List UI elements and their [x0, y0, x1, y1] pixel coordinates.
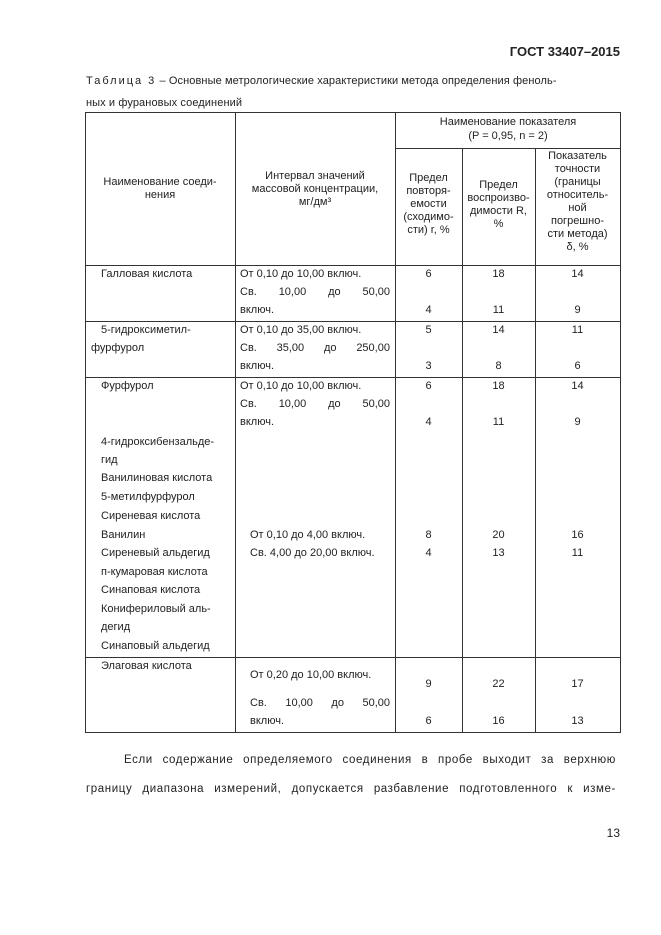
- range-cell: От 0,20 до 10,00 включ.: [250, 669, 372, 681]
- page-number: 13: [606, 826, 620, 840]
- table-caption-lead: Таблица 3: [86, 75, 157, 87]
- body-paragraph-line1: Если содержание определяемого соединения в пробе выходит за верхнюю: [124, 754, 616, 766]
- value-cell: 16: [492, 715, 505, 727]
- compound-name: Элаговая кислота: [101, 660, 192, 672]
- value-cell: 13: [492, 547, 505, 559]
- table-caption-line2: ных и фурановых соединений: [86, 97, 243, 109]
- value-cell: 14: [571, 268, 584, 280]
- range-cell: Св. 10,00 до 50,00: [250, 697, 390, 709]
- table-caption: [86, 70, 626, 114]
- value-cell: 4: [425, 416, 432, 428]
- value-cell: 16: [571, 529, 584, 541]
- value-cell: 4: [425, 547, 432, 559]
- body-paragraph-line2: границу диапазона измерений, допускается разбавление подготовленного к изме-: [86, 783, 616, 795]
- compound-name: фурфурол: [91, 342, 145, 354]
- compound-name: Галловая кислота: [101, 268, 193, 280]
- compound-name: Синаповая кислота: [101, 584, 201, 596]
- compound-name: 5-гидроксиметил-: [101, 324, 191, 336]
- metrology-table: [85, 112, 621, 733]
- value-cell: 6: [425, 268, 432, 280]
- compound-name: 4-гидроксибензальде-: [101, 436, 215, 448]
- range-cell: Св. 4,00 до 20,00 включ.: [250, 547, 375, 559]
- value-cell: 4: [425, 304, 432, 316]
- value-cell: 20: [492, 529, 505, 541]
- value-cell: 6: [574, 360, 581, 372]
- range-cell: Св. 10,00 до 50,00: [240, 398, 390, 410]
- compound-name: дегид: [101, 621, 131, 633]
- compound-name: Сиреневый альдегид: [101, 547, 210, 559]
- col-header-compound: Наименование соеди- нения: [103, 176, 217, 201]
- value-cell: 5: [425, 324, 432, 336]
- range-cell: От 0,10 до 10,00 включ.: [240, 380, 362, 392]
- compound-name: Синаповый альдегид: [101, 640, 210, 652]
- value-cell: 11: [571, 324, 584, 336]
- value-cell: 6: [425, 715, 432, 727]
- range-cell: включ.: [240, 360, 274, 372]
- range-cell: Св. 35,00 до 250,00: [240, 342, 390, 354]
- value-cell: 8: [425, 529, 432, 541]
- range-cell: Св. 10,00 до 50,00: [240, 286, 390, 298]
- range-cell: включ.: [250, 715, 284, 727]
- value-cell: 6: [425, 380, 432, 392]
- compound-name: Сиреневая кислота: [101, 510, 201, 522]
- range-cell: включ.: [240, 416, 274, 428]
- col-header-group-params: (P = 0,95, n = 2): [468, 130, 548, 142]
- value-cell: 14: [492, 324, 505, 336]
- value-cell: 9: [425, 678, 432, 690]
- range-cell: От 0,10 до 4,00 включ.: [250, 529, 366, 541]
- standard-number: ГОСТ 33407–2015: [509, 44, 620, 59]
- value-cell: 14: [571, 380, 584, 392]
- value-cell: 9: [574, 304, 581, 316]
- body-paragraph: [86, 746, 616, 804]
- value-cell: 8: [495, 360, 502, 372]
- col-header-reproducibility: Предел воспроизво- димости R, %: [467, 179, 530, 230]
- range-cell: включ.: [240, 304, 274, 316]
- value-cell: 11: [571, 547, 584, 559]
- col-header-repeatability: Предел повторя- емости (сходимо- сти) r, %: [403, 172, 454, 236]
- value-cell: 18: [492, 380, 505, 392]
- value-cell: 17: [571, 678, 584, 690]
- compound-name: Ванилиновая кислота: [101, 472, 213, 484]
- value-cell: 11: [492, 416, 505, 428]
- compound-name: Ванилин: [101, 529, 146, 541]
- col-header-group: Наименование показателя: [439, 116, 577, 128]
- col-header-accuracy: Показатель точности (границы относитель- ной погрешно- сти метода) δ, %: [546, 150, 609, 253]
- value-cell: 22: [492, 678, 505, 690]
- compound-name: Конифериловый аль-: [101, 603, 211, 615]
- compound-name: п-кумаровая кислота: [101, 566, 208, 578]
- table-caption-line1: – Основные метрологические характеристики метода определения феноль-: [156, 75, 557, 87]
- value-cell: 3: [425, 360, 432, 372]
- value-cell: 13: [571, 715, 584, 727]
- range-cell: От 0,10 до 10,00 включ.: [240, 268, 362, 280]
- value-cell: 11: [492, 304, 505, 316]
- compound-name: Фурфурол: [101, 380, 154, 392]
- range-cell: От 0,10 до 35,00 включ.: [240, 324, 362, 336]
- value-cell: 9: [574, 416, 581, 428]
- value-cell: 18: [492, 268, 505, 280]
- compound-name: гид: [101, 454, 118, 466]
- compound-name: 5-метилфурфурол: [101, 491, 195, 503]
- col-header-range: Интервал значений массовой концентрации, мг/дм³: [251, 170, 379, 208]
